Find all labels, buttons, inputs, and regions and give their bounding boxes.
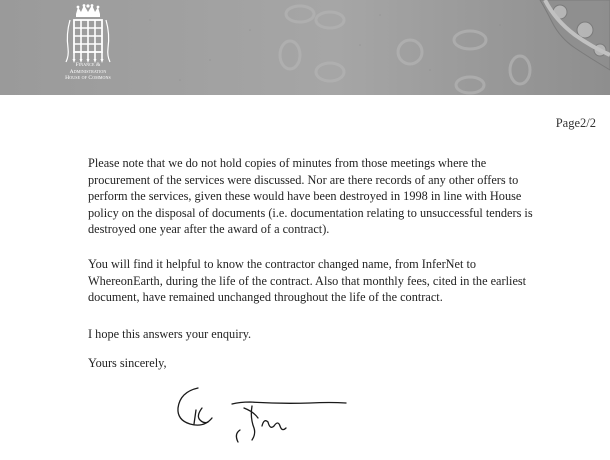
paragraph-records [88,155,538,238]
department-line: Finance & [75,62,101,68]
sign-off-text: Yours sincerely, [88,356,167,370]
paragraph-text: You will find it helpful to know the contractor changed name, from InferNet to WhereonEarth, during the life of the contract. Also that monthly fees, cited in the earliest document, have remained unchanged throughout the life of the contract. [88,257,527,305]
department-line: Administration [69,68,107,75]
handwritten-signature [170,382,350,452]
department-name [52,62,124,82]
paragraph-closing-remark [88,326,538,343]
department-line: House of Commons [65,75,111,82]
letterhead-banner [0,0,610,95]
paragraph-text: Please note that we do not hold copies of minutes from those meetings where the procurement of the services were discussed. Nor are there records of any other offers to perform the services, given these would have been destroyed in 1998 in line with House policy on the disposal of documents (i.e. documentation relating to unsuccessful tenders is destroyed one year after the award of a contract). [88,156,533,237]
paragraph-text: I hope this answers your enquiry. [88,327,252,341]
paragraph-contractor [88,256,538,306]
portcullis-emblem [62,4,114,66]
page-number: Page2/2 [555,116,596,130]
sign-off [88,355,538,372]
